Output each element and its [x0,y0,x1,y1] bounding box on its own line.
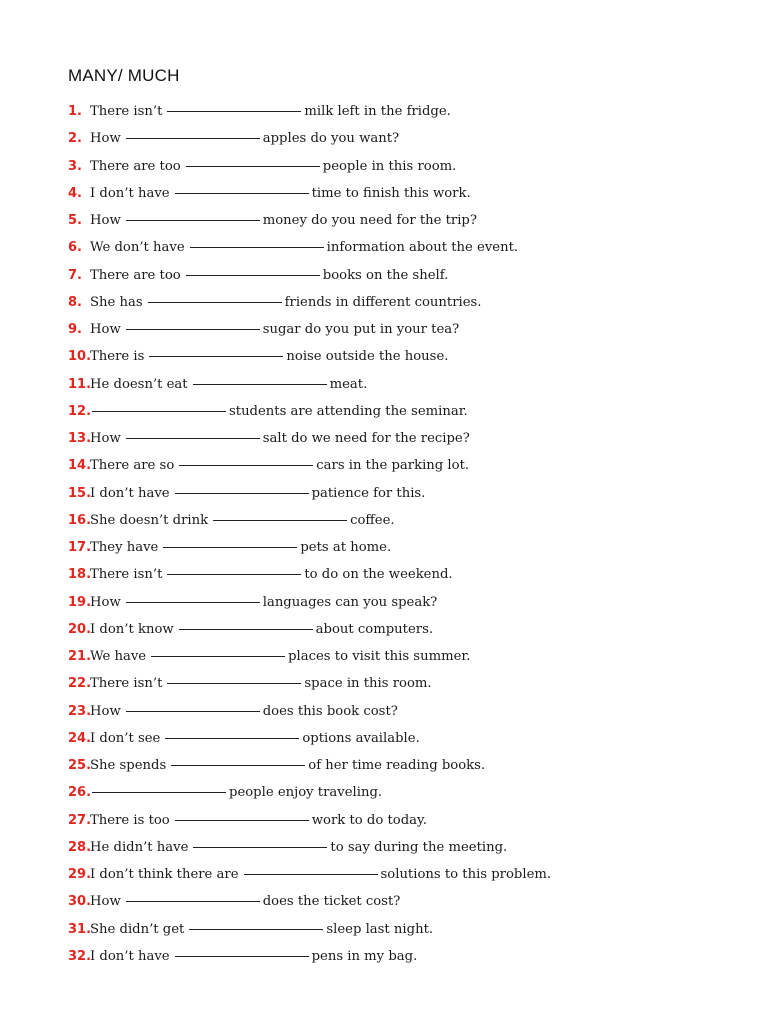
question-text-before: They have [90,540,159,555]
question-item [68,371,551,398]
question-number: 9. [68,322,82,337]
question-item [68,125,551,152]
question-item [68,888,551,915]
question-text-after: places to visit this summer. [288,649,471,664]
answer-blank [126,710,260,712]
question-number: 5. [68,213,82,228]
question-number: 16. [68,512,92,528]
question-text-before: There isn’t [90,676,163,692]
question-item [68,207,551,234]
question-number: 19. [68,594,92,610]
question-text-before: He didn’t have [90,839,189,855]
question-text-before: She didn’t get [90,921,185,937]
question-text-after: people in this room. [322,158,457,174]
question-text-before: There are too [90,158,181,174]
question-text-after: pens in my bag. [311,948,418,964]
question-item [68,534,551,561]
question-item [68,234,551,261]
answer-blank [175,492,309,494]
question-item [68,507,551,534]
question-text-before: How [90,703,121,719]
answer-blank [244,873,378,875]
question-item [68,452,551,479]
question-text-after: sleep last night. [326,921,434,937]
question-number: 28. [68,839,92,855]
question-text-before: She spends [90,758,167,773]
question-text-before: I don’t know [90,621,174,637]
answer-blank [167,110,301,112]
question-number: 21. [68,649,92,664]
question-text-after: people enjoy traveling. [229,785,383,801]
answer-blank [92,410,226,412]
question-number: 31. [68,921,92,937]
question-text-after: to say during the meeting. [330,839,508,855]
question-text-before: How [90,594,121,610]
question-text-before: She doesn’t drink [90,512,209,528]
question-item [68,398,551,425]
question-number: 13. [68,431,92,446]
answer-blank [151,655,285,657]
question-number: 27. [68,812,92,828]
question-text-after: work to do today. [311,812,427,828]
question-item [68,916,551,943]
question-item [68,262,551,289]
question-item [68,153,551,180]
question-number: 23. [68,703,92,719]
answer-blank [126,328,260,330]
question-number: 2. [68,131,82,147]
question-text-after: time to finish this work. [311,185,471,201]
question-item [68,316,551,343]
question-number: 8. [68,294,82,310]
question-number: 1. [68,104,82,119]
question-item [68,943,551,970]
answer-blank [213,519,347,521]
question-number: 29. [68,867,92,882]
answer-blank [175,819,309,821]
question-item [68,725,551,752]
question-text-before: How [90,431,121,446]
question-number: 25. [68,758,92,773]
question-text-before: We have [90,649,147,664]
answer-blank [175,192,309,194]
answer-blank [186,165,320,167]
question-text-after: meat. [329,376,368,392]
question-number: 6. [68,240,82,256]
question-number: 14. [68,458,92,474]
question-list [68,98,551,970]
answer-blank [167,573,301,575]
question-number: 12. [68,403,92,419]
answer-blank [179,464,313,466]
question-text-before: There is [90,349,145,365]
question-text-after: cars in the parking lot. [316,458,470,474]
question-item [68,616,551,643]
question-number: 3. [68,158,82,174]
question-text-before: There isn’t [90,567,163,583]
question-item [68,861,551,888]
question-item [68,779,551,806]
question-text-after: does this book cost? [262,703,398,719]
question-text-after: sugar do you put in your tea? [262,322,460,337]
question-number: 30. [68,894,92,910]
question-text-before: We don’t have [90,240,185,256]
question-number: 20. [68,621,92,637]
answer-blank [193,846,327,848]
answer-blank [165,737,299,739]
question-item [68,834,551,861]
question-text-after: students are attending the seminar. [229,403,468,419]
question-text-after: does the ticket cost? [262,894,401,910]
answer-blank [126,137,260,139]
question-number: 18. [68,567,92,583]
question-text-before: How [90,322,121,337]
question-number: 24. [68,730,92,746]
question-text-before: There is too [90,812,170,828]
question-item [68,561,551,588]
question-item [68,589,551,616]
question-item [68,670,551,697]
question-text-before: How [90,213,121,228]
question-text-after: milk left in the fridge. [304,104,451,119]
worksheet-title: MANY/ MUCH [68,66,180,85]
question-item [68,752,551,779]
question-item [68,480,551,507]
question-item [68,180,551,207]
question-number: 32. [68,948,92,964]
question-text-after: pets at home. [300,540,392,555]
answer-blank [175,955,309,957]
question-number: 17. [68,540,92,555]
answer-blank [126,437,260,439]
question-number: 22. [68,676,92,692]
answer-blank [149,355,283,357]
question-text-after: noise outside the house. [286,349,449,365]
question-item [68,425,551,452]
question-text-after: money do you need for the trip? [262,213,477,228]
question-text-before: There isn’t [90,104,163,119]
answer-blank [167,682,301,684]
question-number: 15. [68,485,92,501]
question-text-before: How [90,894,121,910]
question-text-after: languages can you speak? [262,594,438,610]
question-text-after: space in this room. [304,676,432,692]
question-text-before: She has [90,294,143,310]
answer-blank [126,219,260,221]
question-number: 10. [68,349,92,365]
question-text-after: to do on the weekend. [304,567,453,583]
answer-blank [92,791,226,793]
question-item [68,807,551,834]
question-text-after: friends in different countries. [284,294,482,310]
question-text-after: coffee. [350,512,395,528]
question-number: 4. [68,185,82,201]
question-text-after: solutions to this problem. [380,867,552,882]
question-text-after: books on the shelf. [322,267,449,283]
question-number: 7. [68,267,82,283]
question-text-after: of her time reading books. [308,758,486,773]
answer-blank [126,601,260,603]
question-text-before: I don’t think there are [90,867,239,882]
answer-blank [148,301,282,303]
question-text-before: How [90,131,121,147]
question-text-before: There are too [90,267,181,283]
question-text-before: There are so [90,458,175,474]
question-item [68,98,551,125]
answer-blank [163,546,297,548]
answer-blank [186,274,320,276]
question-text-before: I don’t have [90,948,170,964]
question-text-after: apples do you want? [262,131,400,147]
question-text-before: I don’t have [90,485,170,501]
answer-blank [189,928,323,930]
question-text-before: He doesn’t eat [90,376,188,392]
question-item [68,289,551,316]
question-text-after: information about the event. [326,240,519,256]
question-text-after: about computers. [315,621,434,637]
answer-blank [179,628,313,630]
answer-blank [193,383,327,385]
question-item [68,698,551,725]
question-item [68,343,551,370]
question-text-after: salt do we need for the recipe? [262,431,470,446]
question-number: 26. [68,785,92,801]
question-text-before: I don’t see [90,730,161,746]
answer-blank [126,900,260,902]
answer-blank [190,246,324,248]
answer-blank [171,764,305,766]
question-text-before: I don’t have [90,185,170,201]
question-item [68,643,551,670]
question-text-after: patience for this. [311,485,426,501]
question-text-after: options available. [302,730,420,746]
question-number: 11. [68,376,92,392]
